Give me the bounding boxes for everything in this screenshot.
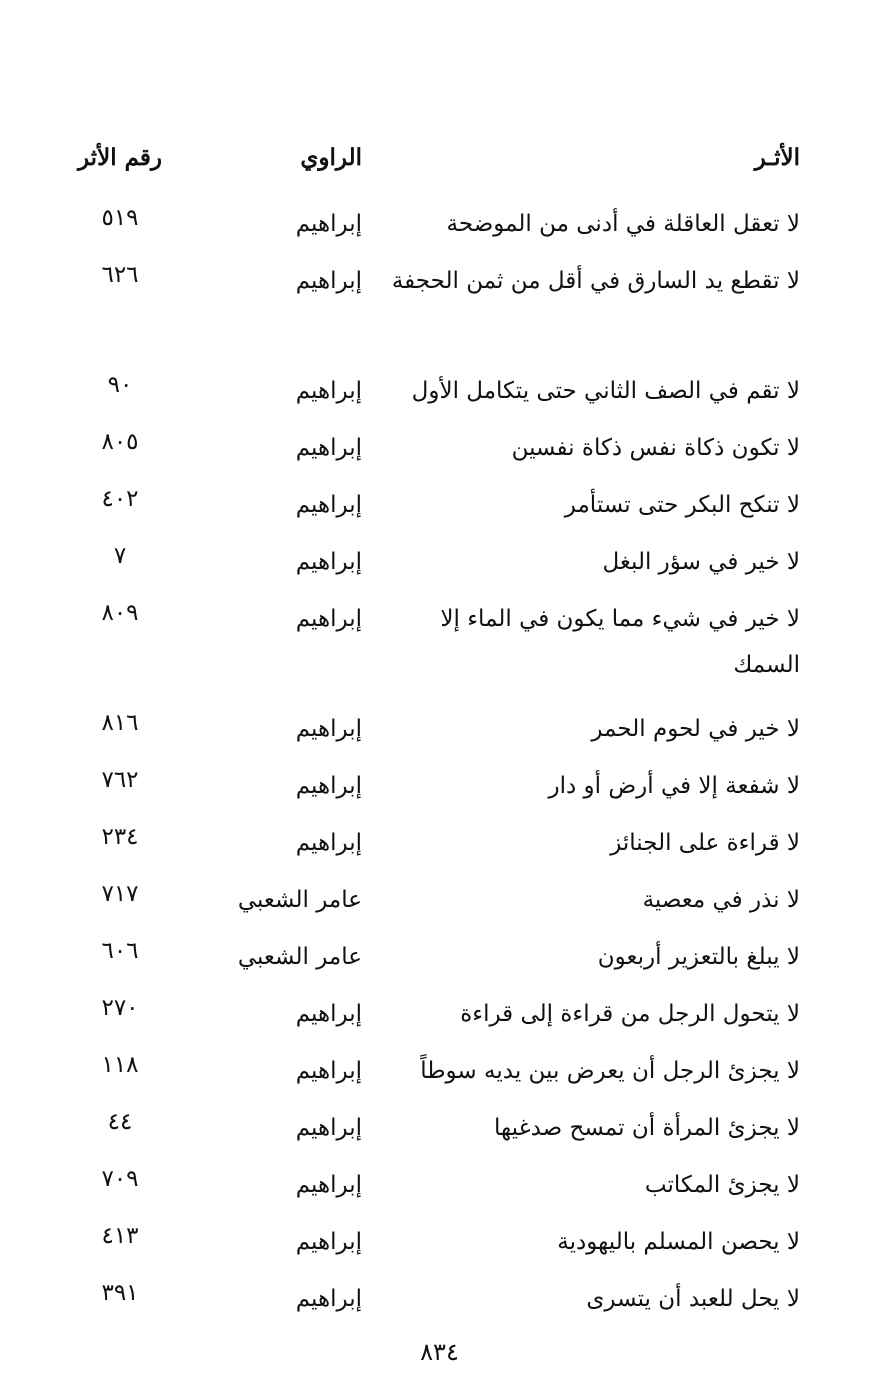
athar-text: لا تقم في الصف الثاني حتى يتكامل الأول [411, 378, 800, 404]
table-row [60, 985, 800, 1042]
table-row [60, 928, 800, 985]
athar-text: لا شفعة إلا في أرض أو دار [548, 773, 800, 799]
athar-index-table [60, 135, 800, 1327]
athar-number: ٦٠٦ [101, 938, 139, 964]
rawi-name: إبراهيم [295, 716, 362, 742]
table-row [60, 814, 800, 871]
table-row [60, 700, 800, 757]
athar-number: ٨٠٩ [101, 600, 139, 626]
athar-number: ٨٠٥ [101, 429, 139, 455]
athar-text: لا تكون ذكاة نفس ذكاة نفسين [511, 435, 800, 461]
table-row [60, 1099, 800, 1156]
athar-number: ٤٤ [107, 1109, 133, 1135]
athar-text: لا يجزئ المكاتب [644, 1172, 800, 1198]
rawi-name: عامر الشعبي [237, 887, 362, 913]
table-row [60, 1042, 800, 1099]
table-header-row [60, 135, 800, 195]
athar-text: لا نذر في معصية [642, 887, 800, 913]
table-row [60, 757, 800, 814]
rawi-name: إبراهيم [295, 549, 362, 575]
rawi-name: إبراهيم [295, 1229, 362, 1255]
rawi-name: إبراهيم [295, 378, 362, 404]
page-number: ٨٣٤ [420, 1338, 459, 1366]
athar-text: لا يجزئ المرأة أن تمسح صدغيها [494, 1115, 800, 1141]
athar-number: ١١٨ [101, 1052, 139, 1078]
athar-text: لا يجزئ الرجل أن يعرض بين يديه سوطاً [420, 1058, 800, 1084]
athar-text: لا خير في لحوم الحمر [591, 716, 800, 742]
athar-text: لا يحصن المسلم باليهودية [557, 1229, 800, 1255]
table-row [60, 419, 800, 476]
rawi-name: عامر الشعبي [237, 944, 362, 970]
rawi-name: إبراهيم [295, 492, 362, 518]
athar-text: لا تعقل العاقلة في أدنى من الموضحة [446, 211, 800, 237]
rawi-name: إبراهيم [295, 1172, 362, 1198]
athar-number: ٥١٩ [101, 205, 139, 231]
table-row [60, 533, 800, 590]
table-row [60, 871, 800, 928]
table-row [60, 1213, 800, 1270]
rawi-name: إبراهيم [295, 1115, 362, 1141]
athar-text: لا تنكح البكر حتى تستأمر [564, 492, 800, 518]
header-number: رقم الأثر [77, 144, 162, 171]
rawi-name: إبراهيم [295, 1058, 362, 1084]
athar-number: ٦٢٦ [101, 262, 139, 288]
athar-number: ٧٦٢ [101, 767, 139, 793]
rawi-name: إبراهيم [295, 773, 362, 799]
athar-number: ٧٠٩ [101, 1166, 139, 1192]
table-row [60, 476, 800, 533]
athar-text: لا يتحول الرجل من قراءة إلى قراءة [460, 1001, 800, 1027]
rawi-name: إبراهيم [295, 268, 362, 294]
athar-text: لا يحل للعبد أن يتسرى [586, 1286, 800, 1312]
rawi-name: إبراهيم [295, 1286, 362, 1312]
table-body [60, 195, 800, 1327]
rawi-name: إبراهيم [295, 830, 362, 856]
table-row [60, 1270, 800, 1327]
table-row [60, 195, 800, 252]
athar-text: لا قراءة على الجنائز [610, 830, 800, 856]
athar-number: ٩٠ [107, 372, 133, 398]
table-row [60, 590, 800, 700]
athar-number: ٤١٣ [101, 1223, 139, 1249]
header-athar: الأثـر [754, 144, 800, 171]
athar-number: ٧١٧ [101, 881, 139, 907]
table-row [60, 1156, 800, 1213]
athar-text: لا يبلغ بالتعزير أربعون [597, 944, 800, 970]
athar-number: ٣٩١ [101, 1280, 139, 1306]
rawi-name: إبراهيم [295, 1001, 362, 1027]
athar-number: ٤٠٢ [101, 486, 139, 512]
athar-number: ٨١٦ [101, 710, 139, 736]
athar-text: لا خير في شيء مما يكون في الماء إلا السمك [440, 606, 800, 678]
athar-number: ٢٧٠ [101, 995, 139, 1021]
rawi-name: إبراهيم [295, 211, 362, 237]
rawi-name: إبراهيم [295, 435, 362, 461]
athar-number: ٧ [113, 543, 127, 569]
athar-number: ٢٣٤ [101, 824, 139, 850]
table-row [60, 362, 800, 419]
rawi-name: إبراهيم [295, 606, 362, 632]
table-row [60, 252, 800, 362]
athar-text: لا تقطع يد السارق في أقل من ثمن الحجفة [391, 268, 800, 294]
athar-text: لا خير في سؤر البغل [602, 549, 800, 575]
header-rawi: الراوي [300, 144, 362, 171]
